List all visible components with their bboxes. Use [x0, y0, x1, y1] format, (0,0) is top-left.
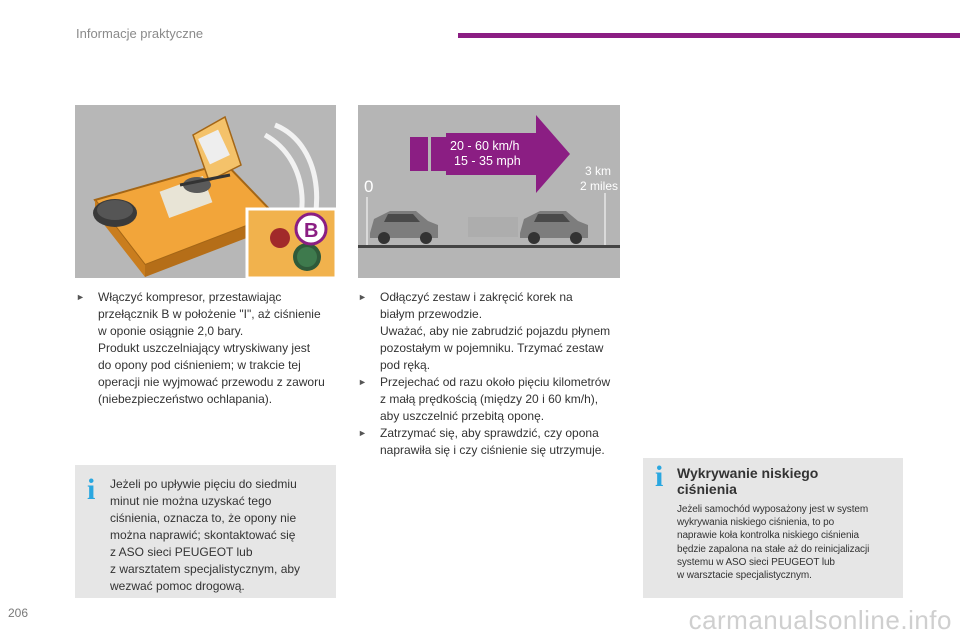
list-item-text: Odłączyć zestaw i zakręcić korek na białym przewodzie. Uważać, aby nie zabrudzić pojazdu płynem pozostałym w pojemniku. Trzymać zestaw pod ręką.: [380, 290, 611, 372]
bullet-marker-icon: ►: [358, 377, 367, 387]
page-number: 206: [8, 606, 29, 620]
bullet-marker-icon: ►: [358, 292, 367, 302]
driving-illustration: [358, 105, 620, 278]
bullet-marker-icon: ►: [358, 428, 367, 438]
info-box-pressure: [75, 465, 336, 598]
info-box-low-pressure-detection: [643, 458, 903, 598]
list-item: [358, 425, 628, 459]
info-box-text: Jeżeli po upływie pięciu do siedmiu minut nie można uzyskać tego ciśnienia, oznacza to, że opony nie można naprawić; skontaktować się z ASO sieci PEUGEOT lub z warsztatem specjalistycznym, aby wezwać pomoc drogową.: [110, 477, 301, 593]
bullet-marker-icon: ►: [76, 292, 85, 302]
instruction-list-right: [358, 289, 628, 459]
info-box-text: Jeżeli samochód wyposażony jest w system wykrywania niskiego ciśnienia, to po naprawie koła kontrolka niskiego ciśnienia będzie zapalona na stałe aż do reinicjalizacji systemu w ASO sieci PEUGEOT lub w warsztacie specjalistycznym.: [677, 504, 870, 582]
list-item-text: Zatrzymać się, aby sprawdzić, czy opona naprawiła się i czy ciśnienie się utrzymuje.: [380, 426, 605, 457]
info-box-heading: Wykrywanie niskiego ciśnienia: [677, 465, 819, 497]
speed-kmh-label: 20 - 60 km/h: [450, 139, 520, 153]
instruction-list-left: [76, 289, 338, 408]
start-label: 0: [364, 177, 374, 196]
list-item: [358, 289, 628, 374]
list-item-text: Włączyć kompresor, przestawiając przełącznik B w położenie "I", aż ciśnienie w oponie osiągnie 2,0 bary. Produkt uszczelniający wtryskiwany jest do opony pod ciśnieniem; w trakcie tej operacji nie wyjmować przewodu z zaworu (niebezpieczeństwo ochlapania).: [98, 290, 325, 406]
compressor-illustration: [75, 105, 336, 278]
section-title: Informacje praktyczne: [76, 26, 204, 41]
list-item-text: Przejechać od razu około pięciu kilometrów z małą prędkością (między 20 i 60 km/h), aby uszczelnić przebitą oponę.: [380, 375, 611, 423]
switch-b-label: B: [304, 220, 319, 242]
list-item: [76, 289, 338, 408]
driving-drawing: [358, 105, 620, 278]
watermark: carmanualsonline.info: [688, 605, 952, 635]
distance-km-label: 3 km: [585, 164, 612, 178]
info-icon: i: [87, 473, 96, 506]
header-accent-bar: [458, 33, 960, 38]
distance-miles-label: 2 miles: [580, 179, 619, 193]
speed-mph-label: 15 - 35 mph: [454, 154, 521, 168]
compressor-drawing: [75, 105, 336, 278]
info-icon: i: [655, 460, 664, 493]
list-item: [358, 374, 628, 425]
